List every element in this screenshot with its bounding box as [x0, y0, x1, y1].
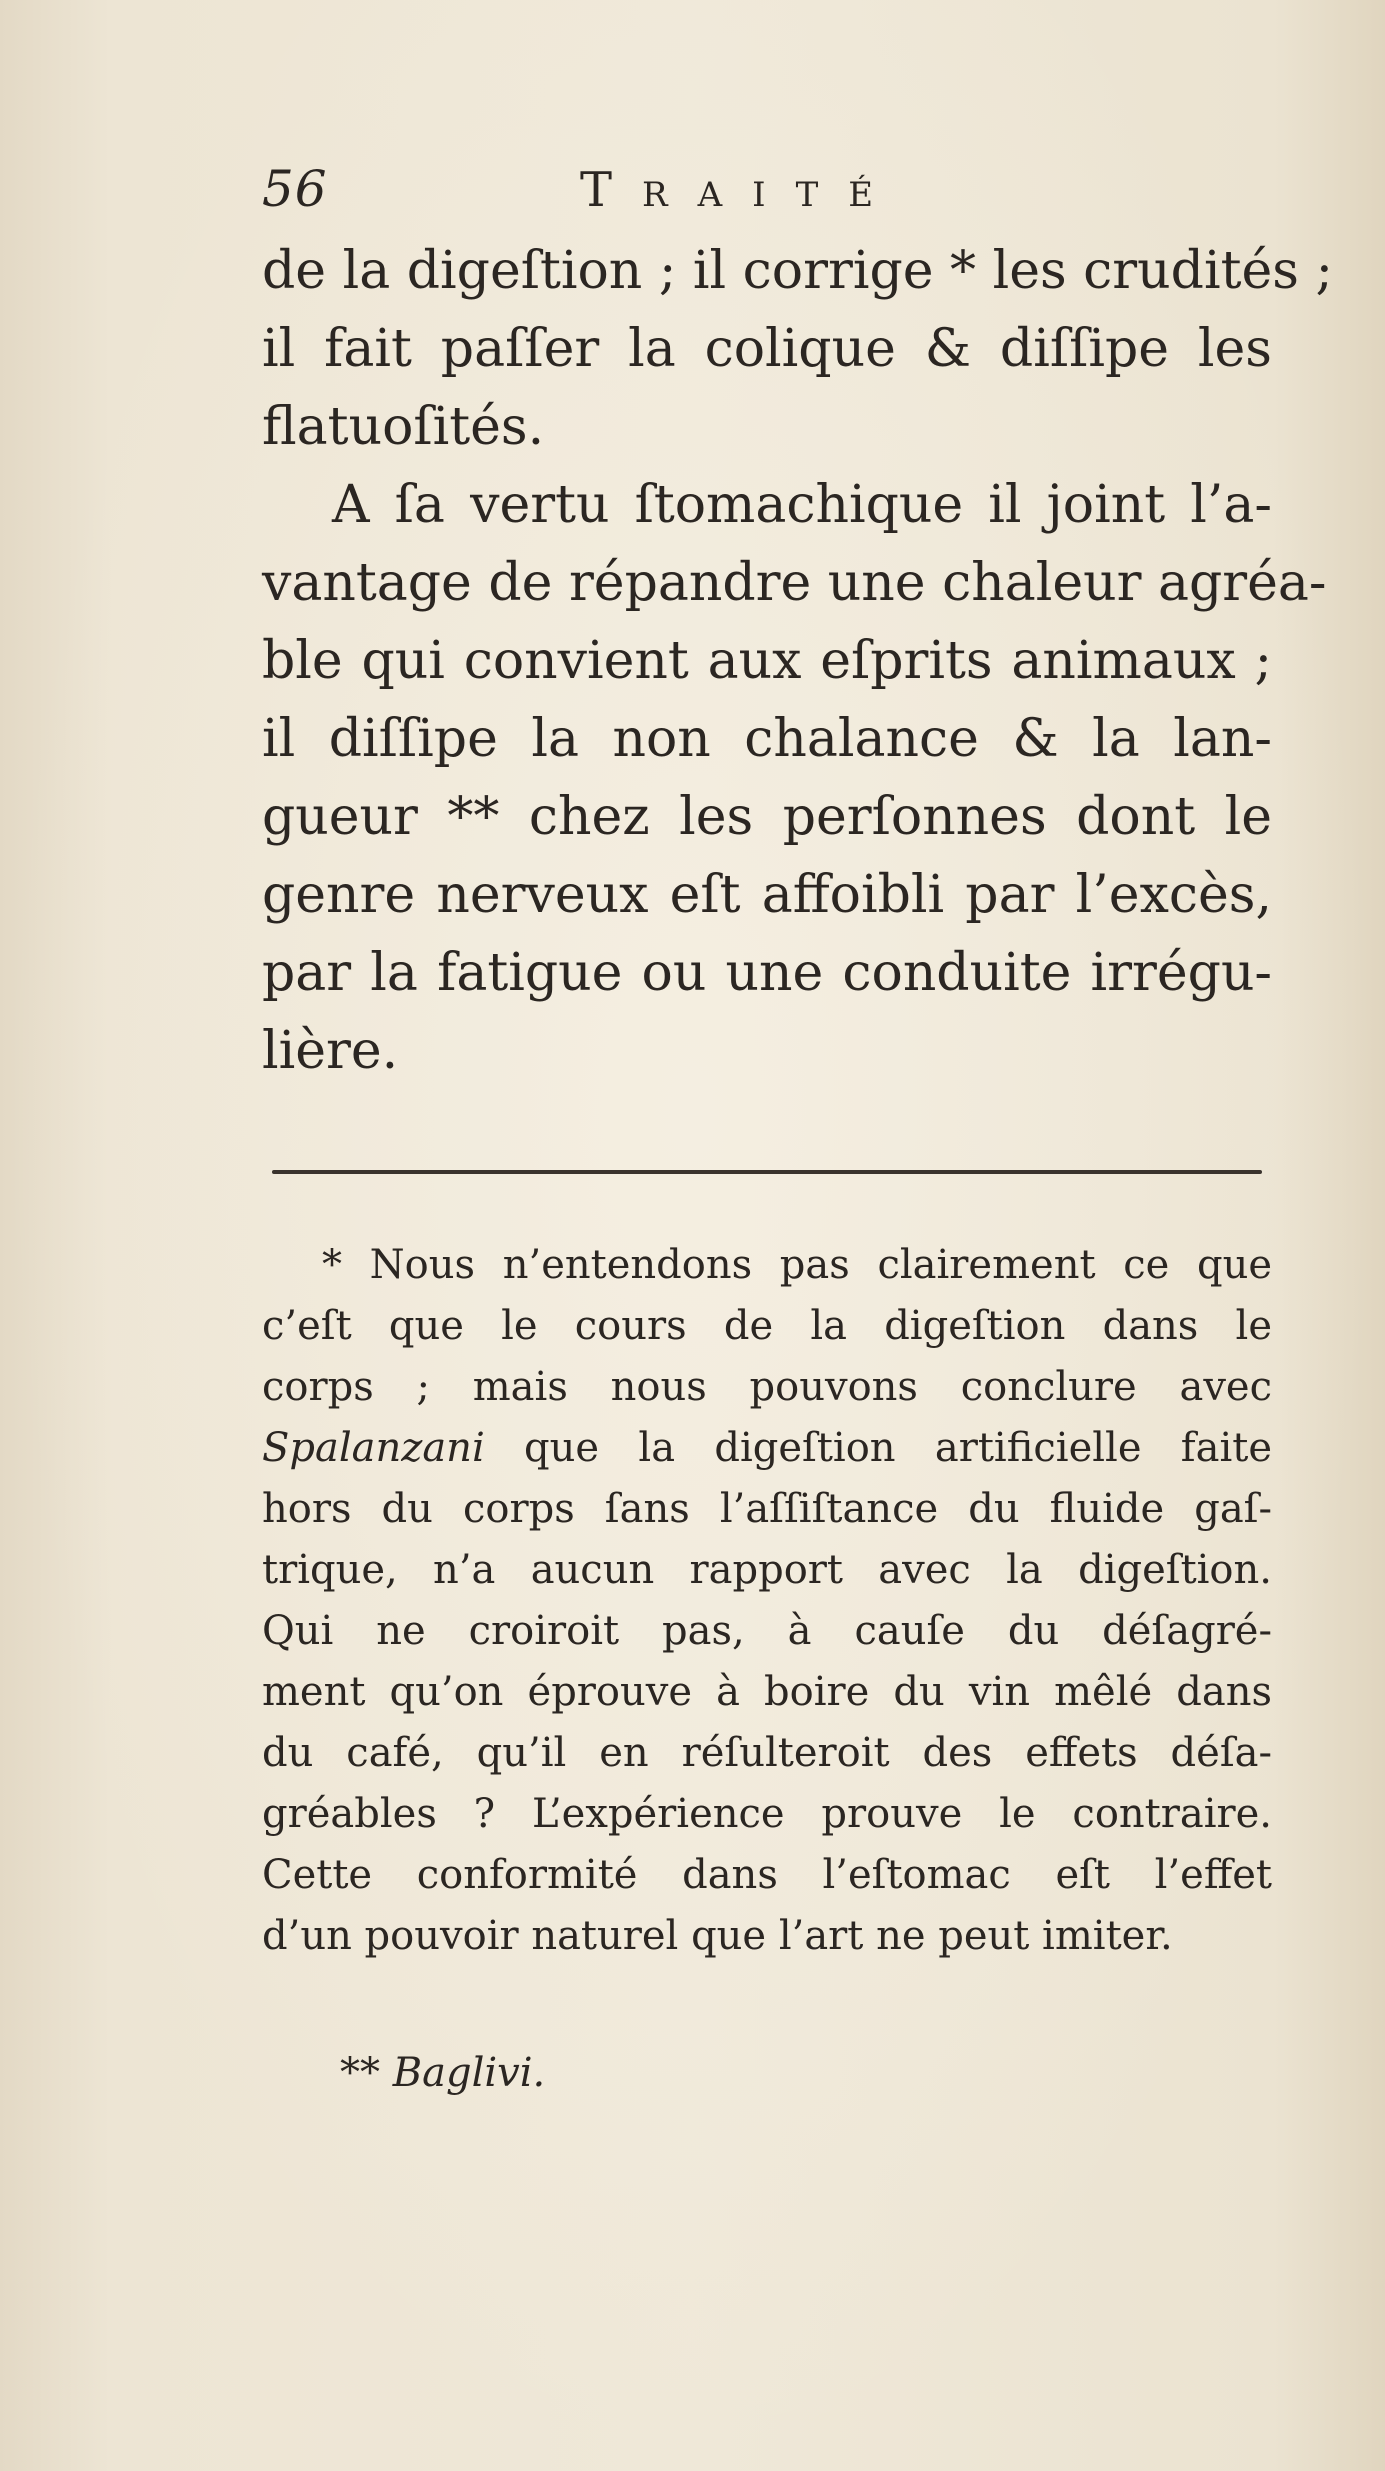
- text-line: A ſa vertu ſtomachique il joint l’a-: [332, 475, 1272, 535]
- footnote-line: hors du corps ſans l’aſſiſtance du fluide gaſ-: [262, 1486, 1272, 1532]
- text-line: par la fatigue ou une conduite irrégu-: [262, 943, 1272, 1003]
- text-line: genre nerveux eſt affoibli par l’excès,: [262, 865, 1272, 925]
- page-header: [262, 160, 1282, 230]
- running-title: Traité: [580, 162, 904, 218]
- footnote-divider: [272, 1170, 1262, 1174]
- footnote-line: c’eſt que le cours de la digeſtion dans le: [262, 1303, 1272, 1349]
- footnote-line: [262, 1418, 1272, 1479]
- footnote-line: ment qu’on éprouve à boire du vin mêlé dans: [262, 1669, 1272, 1715]
- text-line: vantage de répandre une chaleur agréa-: [262, 553, 1327, 613]
- cited-author: Spalanzani: [262, 1425, 485, 1471]
- text-line: ble qui convient aux eſprits animaux ;: [262, 631, 1272, 691]
- footnote-baglivi: ** Baglivi.: [340, 2050, 546, 2096]
- footnote-line: Qui ne croiroit pas, à cauſe du déſagré-: [262, 1608, 1272, 1654]
- text-line: il fait paſſer la colique & diſſipe les: [262, 319, 1272, 379]
- footnote-line: du café, qu’il en réſulteroit des effets déſa-: [262, 1730, 1272, 1776]
- text-line: gueur ** chez les perſonnes dont le: [262, 787, 1272, 847]
- footnote-line: gréables ? L’expérience prouve le contraire.: [262, 1791, 1272, 1837]
- text-line: il diſſipe la non chalance & la lan-: [262, 709, 1272, 769]
- footnote-line: trique, n’a aucun rapport avec la digeſtion.: [262, 1547, 1272, 1593]
- page-number: 56: [262, 160, 328, 218]
- footnote-line-rest: que la digeſtion artificielle faite: [484, 1425, 1272, 1471]
- footnote-line: * Nous n’entendons pas clairement ce que: [322, 1242, 1272, 1288]
- text-line: lière.: [262, 1021, 399, 1081]
- main-text: [262, 232, 1333, 1090]
- text-line: flatuoſités.: [262, 397, 545, 457]
- footnote-line: Cette conformité dans l’eſtomac eſt l’effet: [262, 1852, 1272, 1898]
- footnote-line: corps ; mais nous pouvons conclure avec: [262, 1364, 1272, 1410]
- footnote-line: d’un pouvoir naturel que l’art ne peut imiter.: [262, 1913, 1173, 1959]
- footnote-area: [262, 1235, 1272, 1967]
- text-line: de la digeſtion ; il corrige * les crudités ;: [262, 241, 1333, 301]
